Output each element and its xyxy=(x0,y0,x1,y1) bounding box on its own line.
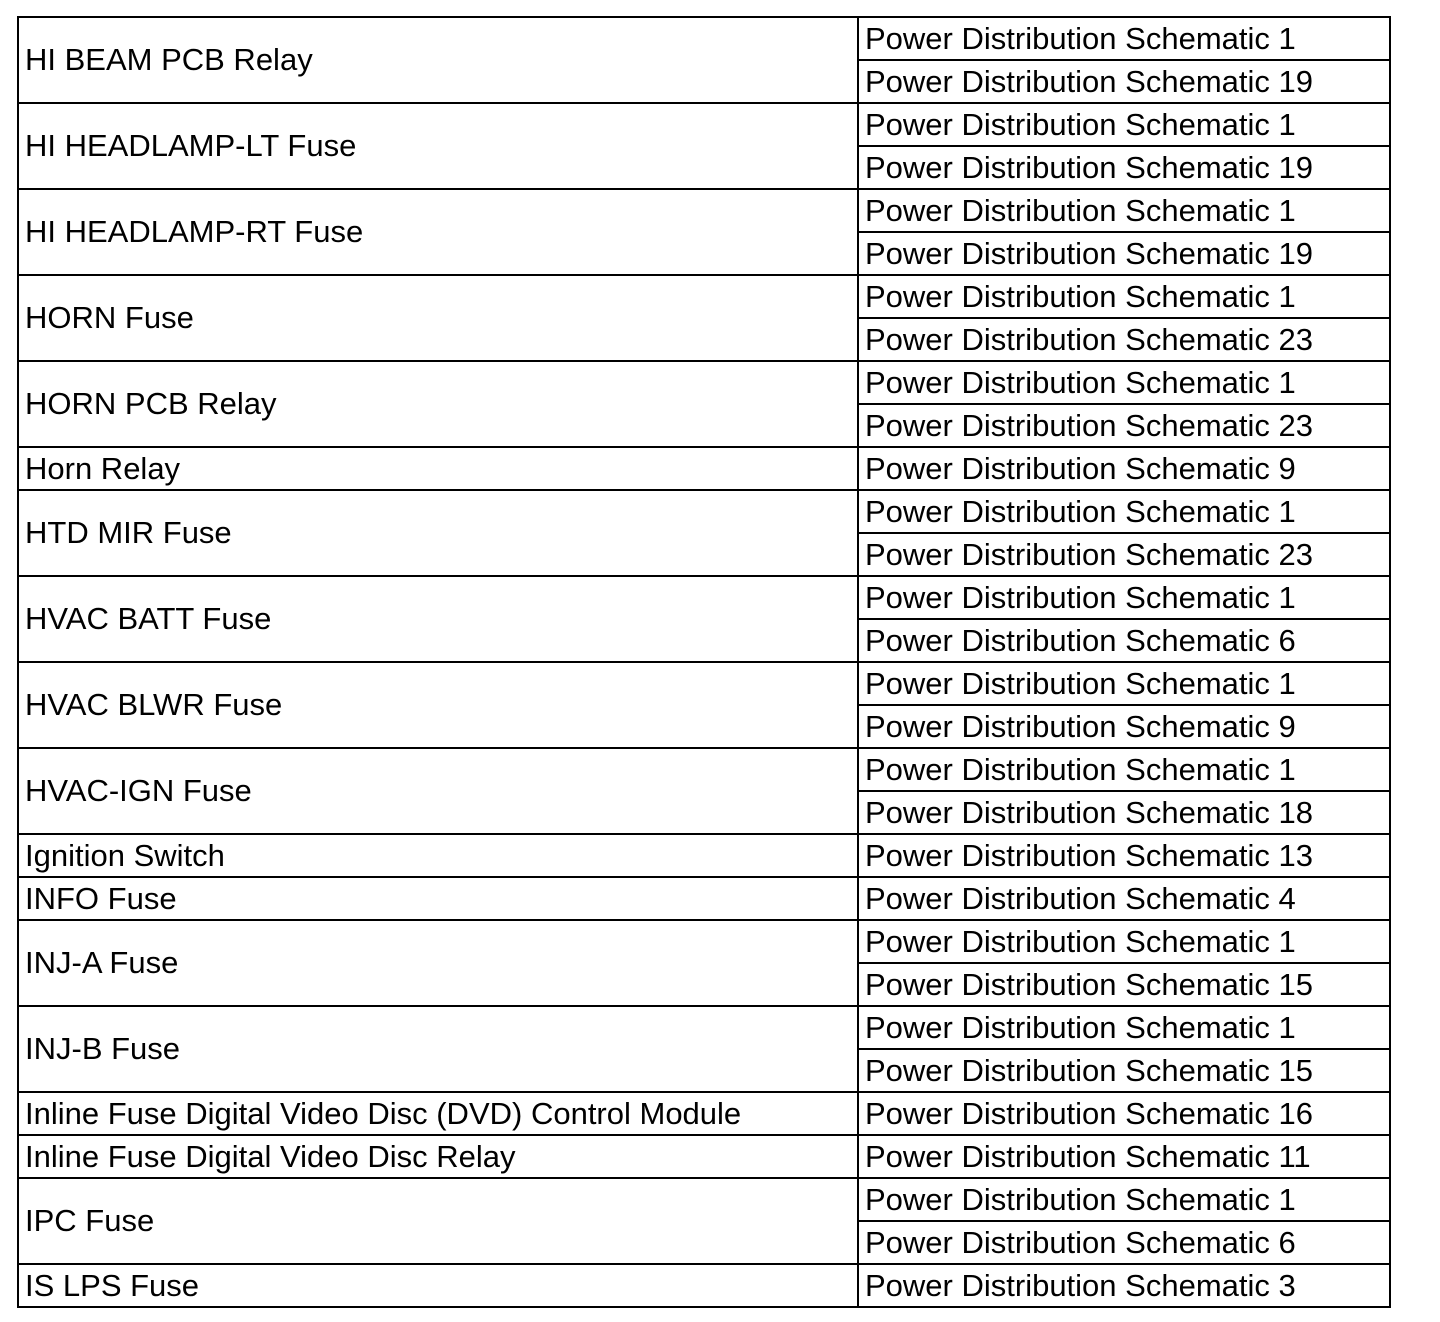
schematic-reference-cell: Power Distribution Schematic 6 xyxy=(858,1221,1390,1264)
component-name-cell: HTD MIR Fuse xyxy=(18,490,858,576)
table-row xyxy=(18,1264,1390,1307)
table-row xyxy=(18,576,1390,619)
component-name-cell: HVAC-IGN Fuse xyxy=(18,748,858,834)
schematic-reference-cell: Power Distribution Schematic 1 xyxy=(858,576,1390,619)
component-name-cell: INJ-B Fuse xyxy=(18,1006,858,1092)
component-name-cell: IPC Fuse xyxy=(18,1178,858,1264)
schematic-reference-cell: Power Distribution Schematic 1 xyxy=(858,920,1390,963)
component-name-cell: Horn Relay xyxy=(18,447,858,490)
component-name-cell: Inline Fuse Digital Video Disc Relay xyxy=(18,1135,858,1178)
table-row xyxy=(18,1135,1390,1178)
schematic-reference-cell: Power Distribution Schematic 23 xyxy=(858,533,1390,576)
table-row xyxy=(18,748,1390,791)
schematic-reference-cell: Power Distribution Schematic 16 xyxy=(858,1092,1390,1135)
schematic-reference-cell: Power Distribution Schematic 11 xyxy=(858,1135,1390,1178)
table-row xyxy=(18,490,1390,533)
table-row xyxy=(18,1006,1390,1049)
schematic-reference-cell: Power Distribution Schematic 15 xyxy=(858,1049,1390,1092)
table-row xyxy=(18,834,1390,877)
component-name-cell: HI BEAM PCB Relay xyxy=(18,17,858,103)
schematic-reference-cell: Power Distribution Schematic 15 xyxy=(858,963,1390,1006)
table-row xyxy=(18,103,1390,146)
schematic-reference-cell: Power Distribution Schematic 23 xyxy=(858,318,1390,361)
schematic-reference-cell: Power Distribution Schematic 1 xyxy=(858,103,1390,146)
schematic-reference-cell: Power Distribution Schematic 9 xyxy=(858,447,1390,490)
schematic-reference-cell: Power Distribution Schematic 19 xyxy=(858,60,1390,103)
schematic-reference-cell: Power Distribution Schematic 1 xyxy=(858,1178,1390,1221)
schematic-reference-cell: Power Distribution Schematic 1 xyxy=(858,1006,1390,1049)
schematic-reference-cell: Power Distribution Schematic 4 xyxy=(858,877,1390,920)
component-name-cell: INJ-A Fuse xyxy=(18,920,858,1006)
component-name-cell: HI HEADLAMP-LT Fuse xyxy=(18,103,858,189)
table-row xyxy=(18,1178,1390,1221)
schematic-reference-cell: Power Distribution Schematic 6 xyxy=(858,619,1390,662)
schematic-reference-cell: Power Distribution Schematic 1 xyxy=(858,17,1390,60)
component-index-body xyxy=(18,17,1390,1307)
table-row xyxy=(18,275,1390,318)
schematic-reference-cell: Power Distribution Schematic 19 xyxy=(858,232,1390,275)
schematic-reference-cell: Power Distribution Schematic 1 xyxy=(858,490,1390,533)
schematic-reference-cell: Power Distribution Schematic 18 xyxy=(858,791,1390,834)
schematic-reference-cell: Power Distribution Schematic 1 xyxy=(858,275,1390,318)
schematic-reference-cell: Power Distribution Schematic 3 xyxy=(858,1264,1390,1307)
table-row xyxy=(18,920,1390,963)
schematic-reference-cell: Power Distribution Schematic 1 xyxy=(858,662,1390,705)
component-index-table xyxy=(17,16,1391,1308)
table-row xyxy=(18,662,1390,705)
table-row xyxy=(18,1092,1390,1135)
schematic-reference-cell: Power Distribution Schematic 1 xyxy=(858,361,1390,404)
component-name-cell: HORN Fuse xyxy=(18,275,858,361)
schematic-reference-cell: Power Distribution Schematic 19 xyxy=(858,146,1390,189)
component-name-cell: HVAC BATT Fuse xyxy=(18,576,858,662)
table-row xyxy=(18,877,1390,920)
schematic-reference-cell: Power Distribution Schematic 9 xyxy=(858,705,1390,748)
table-row xyxy=(18,17,1390,60)
component-name-cell: HVAC BLWR Fuse xyxy=(18,662,858,748)
component-name-cell: Ignition Switch xyxy=(18,834,858,877)
component-name-cell: HI HEADLAMP-RT Fuse xyxy=(18,189,858,275)
schematic-reference-cell: Power Distribution Schematic 1 xyxy=(858,189,1390,232)
component-name-cell: HORN PCB Relay xyxy=(18,361,858,447)
table-row xyxy=(18,189,1390,232)
component-name-cell: IS LPS Fuse xyxy=(18,1264,858,1307)
table-row xyxy=(18,361,1390,404)
component-name-cell: INFO Fuse xyxy=(18,877,858,920)
table-row xyxy=(18,447,1390,490)
schematic-reference-cell: Power Distribution Schematic 13 xyxy=(858,834,1390,877)
schematic-reference-cell: Power Distribution Schematic 23 xyxy=(858,404,1390,447)
schematic-reference-cell: Power Distribution Schematic 1 xyxy=(858,748,1390,791)
component-name-cell: Inline Fuse Digital Video Disc (DVD) Control Module xyxy=(18,1092,858,1135)
